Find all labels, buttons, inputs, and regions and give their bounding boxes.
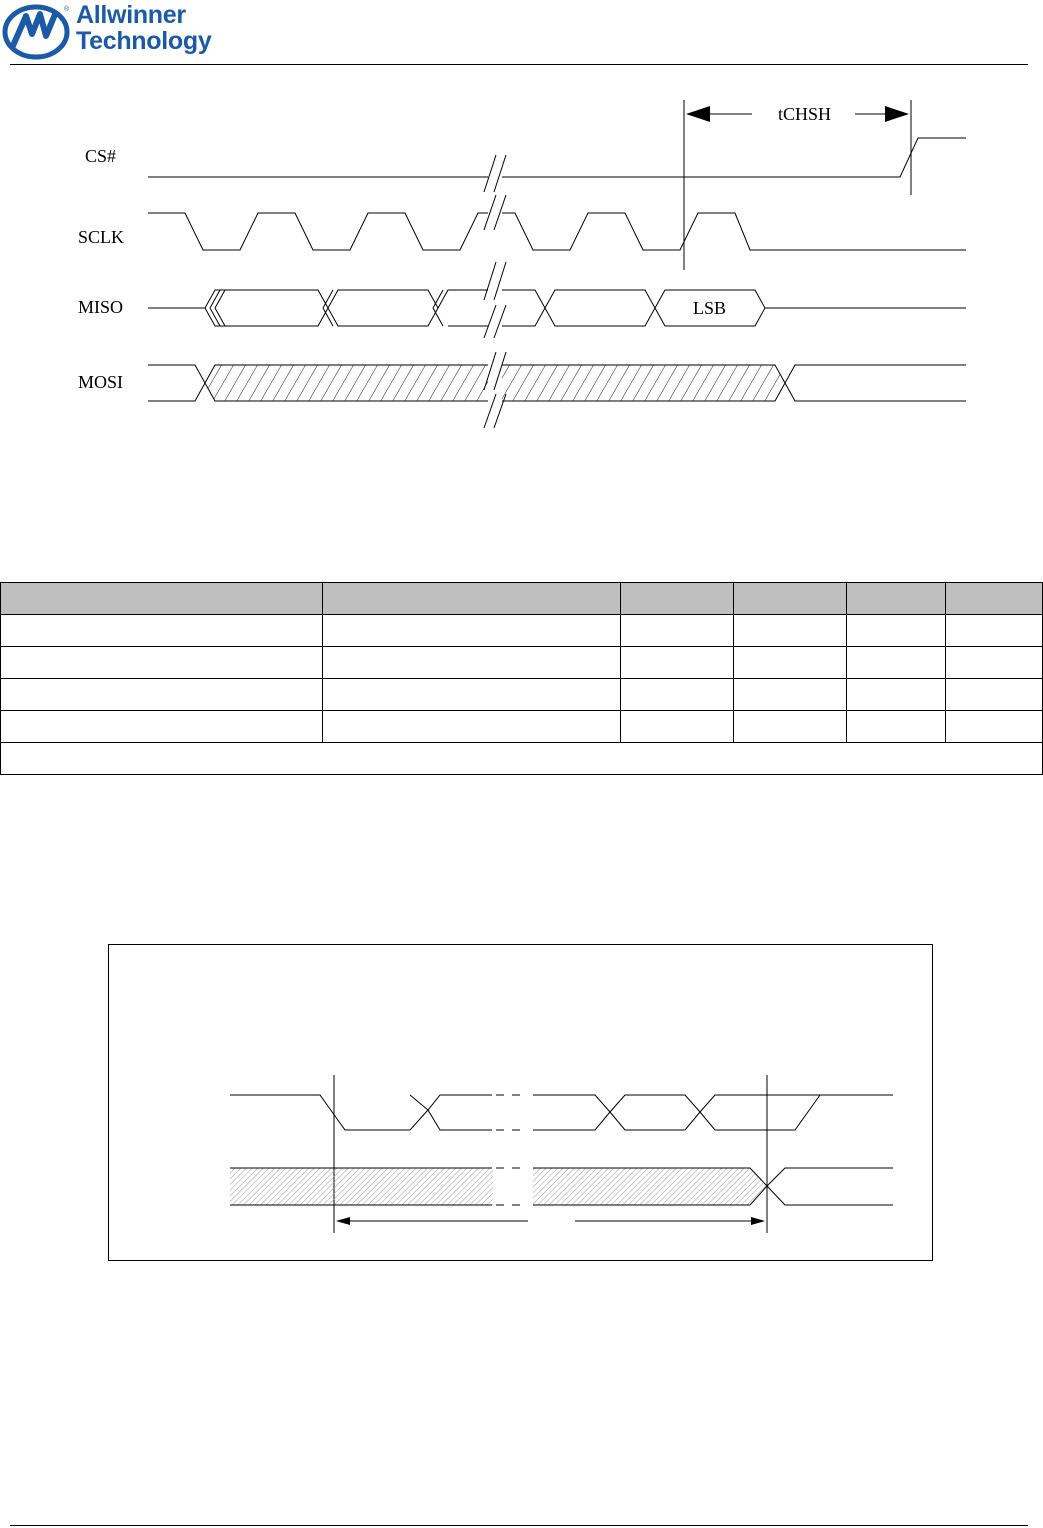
tchsh-label: tCHSH — [778, 104, 832, 124]
svg-text:®: ® — [64, 6, 70, 13]
logo-line1: Allwinner — [76, 1, 186, 29]
signal-label-sclk: SCLK — [78, 227, 125, 247]
footer-divider — [10, 1525, 1028, 1526]
bus-waveform-bottom — [230, 1164, 893, 1209]
lsb-label: LSB — [693, 298, 727, 318]
logo-line2: Technology — [76, 27, 212, 55]
bus-waveform-top — [230, 1075, 893, 1233]
interval-arrow — [336, 1217, 765, 1225]
signal-label-miso: MISO — [78, 297, 124, 317]
signal-label-mosi: MOSI — [78, 372, 124, 392]
signal-label-cs: CS# — [85, 146, 117, 166]
